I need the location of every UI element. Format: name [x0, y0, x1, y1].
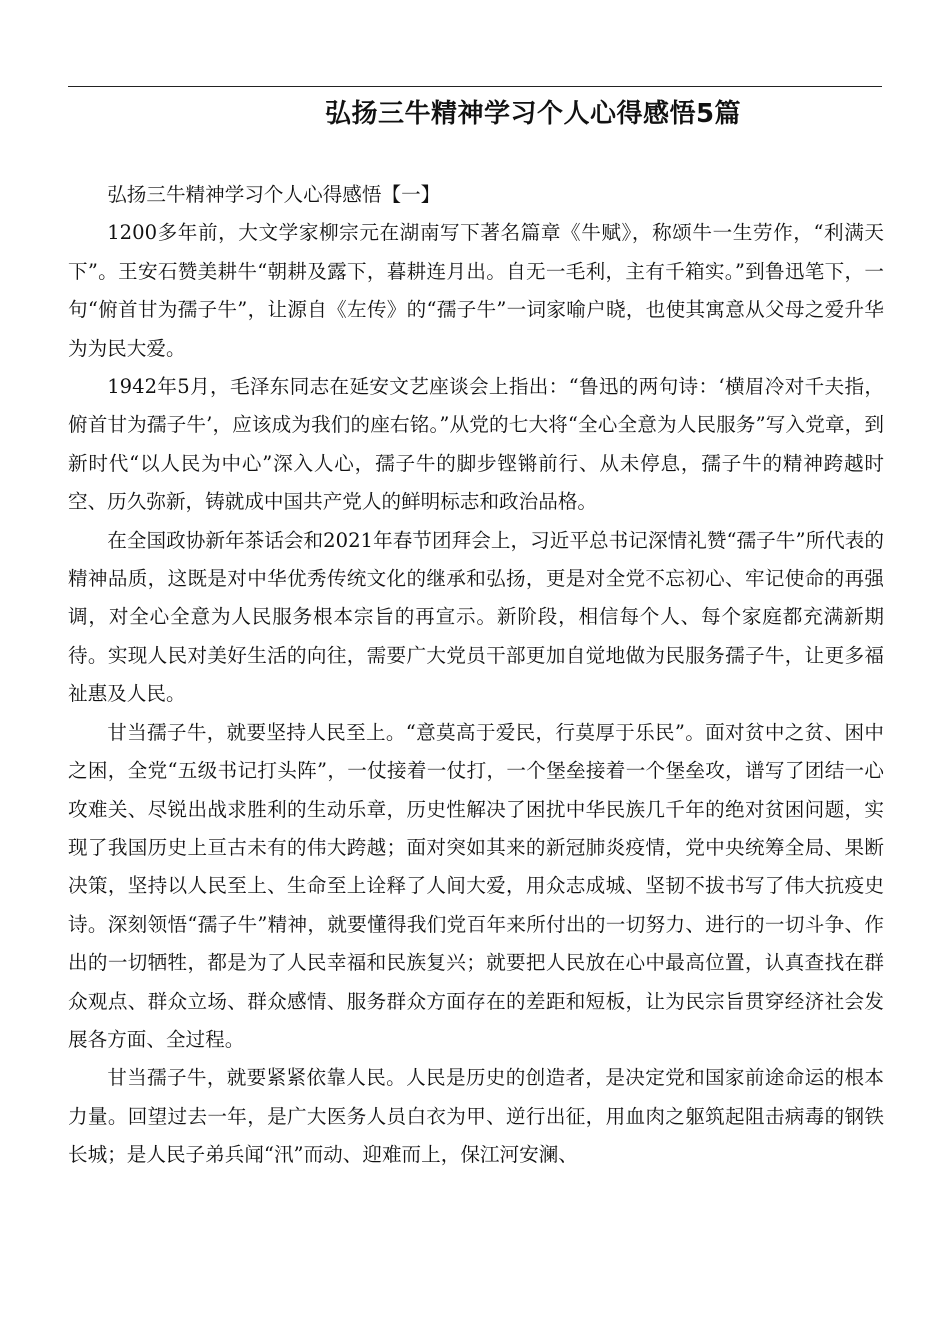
paragraph: 甘当孺子牛，就要紧紧依靠人民。人民是历史的创造者，是决定党和国家前途命运的根本力量。回望过去一年，是广大医务人员白衣为甲、逆行出征，用血肉之躯筑起阻击病毒的钢铁长城；是人民子弟兵闻“汛”而动、迎难而上，保江河安澜、 [68, 1066, 884, 1167]
section-heading: 弘扬三牛精神学习个人心得感悟【一】 [107, 183, 441, 206]
paragraph: 在全国政协新年茶话会和2021年春节团拜会上，习近平总书记深情礼赞“孺子牛”所代表的精神品质，这既是对中华优秀传统文化的继承和弘扬，更是对全党不忘初心、牢记使命的再强调，对全心全意为人民服务根本宗旨的再宣示。新阶段，相信每个人、每个家庭都充满新期待。实现人民对美好生活的向往，需要广大党员干部更加自觉地做为民服务孺子牛，让更多福祉惠及人民。 [68, 528, 884, 706]
document-body [68, 176, 884, 1175]
document-title: 弘扬三牛精神学习个人心得感悟5篇 [324, 99, 742, 129]
paragraph: 甘当孺子牛，就要坚持人民至上。“意莫高于爱民，行莫厚于乐民”。面对贫中之贫、困中之困，全党“五级书记打头阵”，一仗接着一仗打，一个堡垒接着一个堡垒攻，谱写了团结一心攻难关、尽锐出战求胜利的生动乐章，历史性解决了困扰中华民族几千年的绝对贫困问题，实现了我国历史上亘古未有的伟大跨越；面对突如其来的新冠肺炎疫情，党中央统筹全局、果断决策，坚持以人民至上、生命至上诠释了人间大爱，用众志成城、坚韧不拔书写了伟大抗疫史诗。深刻领悟“孺子牛”精神，就要懂得我们党百年来所付出的一切努力、进行的一切斗争、作出的一切牺牲，都是为了人民幸福和民族复兴；就要把人民放在心中最高位置，认真查找在群众观点、群众立场、群众感情、服务群众方面存在的差距和短板，让为民宗旨贯穿经济社会发展各方面、全过程。 [68, 720, 884, 1051]
paragraph: 1200多年前，大文学家柳宗元在湖南写下著名篇章《牛赋》，称颂牛一生劳作，“利满天下”。王安石赞美耕牛“朝耕及露下，暮耕连月出。自无一毛利，主有千箱实。”到鲁迅笔下，一句“俯首甘为孺子牛”，让源自《左传》的“孺子牛”一词家喻户晓，也使其寓意从父母之爱升华为为民大爱。 [68, 221, 884, 360]
paragraph: 1942年5月，毛泽东同志在延安文艺座谈会上指出：“鲁迅的两句诗：‘横眉冷对千夫指，俯首甘为孺子牛’，应该成为我们的座右铭。”从党的七大将“全心全意为人民服务”写入党章，到新时代“以人民为中心”深入人心，孺子牛的脚步铿锵前行、从未停息，孺子牛的精神跨越时空、历久弥新，铸就成中国共产党人的鲜明标志和政治品格。 [68, 375, 884, 514]
header-rule [68, 86, 882, 87]
